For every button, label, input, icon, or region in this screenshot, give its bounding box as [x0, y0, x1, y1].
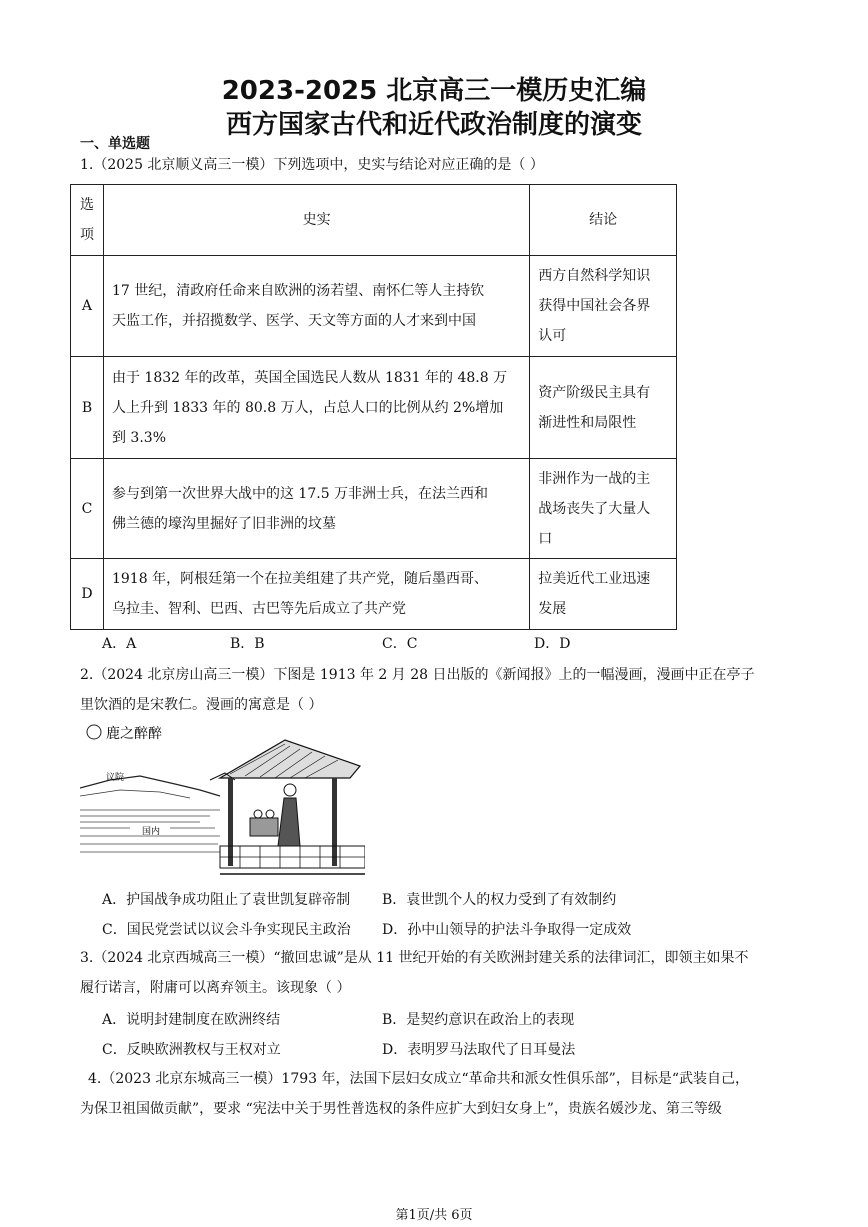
- document-title-line1: 2023-2025 北京高三一模历史汇编: [221, 76, 647, 106]
- row-option: C: [71, 459, 104, 559]
- q1-table-header: [71, 185, 677, 256]
- q3-choice-a: A．说明封建制度在欧洲终结: [102, 1012, 281, 1028]
- q1-answer-d: D．D: [534, 636, 571, 652]
- row-option: B: [71, 357, 104, 459]
- q2-stem-line1: 2.（2024 北京房山高三一模）下图是 1913 年 2 月 28 日出版的《新闻报》上的一幅漫画，漫画中正在亭子: [80, 667, 755, 683]
- q1-header-conclusion: 结论: [530, 185, 677, 256]
- table-row: [71, 559, 677, 630]
- q3-choice-b: B．是契约意识在政治上的表现: [382, 1012, 575, 1028]
- page-footer: 第1页/共 6页: [395, 1208, 473, 1223]
- table-row: [71, 256, 677, 357]
- row-conclusion: 资产阶级民主具有 渐进性和局限性: [530, 357, 677, 459]
- row-option: A: [71, 256, 104, 357]
- row-fact: 17 世纪，清政府任命来自欧洲的汤若望、南怀仁等人主持钦 天监工作，并招揽数学、医学、天文等方面的人才来到中国: [103, 256, 529, 357]
- table-row: [71, 357, 677, 459]
- q1-header-option: 选 项: [71, 185, 104, 256]
- table-row: [71, 459, 677, 559]
- q3-stem-line1: 3.（2024 北京西城高三一模）“撤回忠诚”是从 11 世纪开始的有关欧洲封建关系的法律词汇，即领主如果不: [80, 950, 749, 966]
- row-option: D: [71, 559, 104, 630]
- row-conclusion: 非洲作为一战的主 战场丧失了大量人 口: [530, 459, 677, 559]
- document-title-line2: 西方国家古代和近代政治制度的演变: [225, 110, 642, 140]
- row-conclusion: 西方自然科学知识 获得中国社会各界 认可: [530, 256, 677, 357]
- q2-stem-line2: 里饮酒的是宋教仁。漫画的寓意是（ ）: [80, 697, 323, 713]
- q1-answer-c: C．C: [382, 636, 418, 652]
- q4-stem-line2: 为保卫祖国做贡献”，要求 “宪法中关于男性普选权的条件应扩大到妇女身上”，贵族名媛沙龙、第三等级: [80, 1101, 722, 1117]
- q3-stem-line2: 履行诺言，附庸可以离弃领主。该现象（ ）: [80, 980, 351, 996]
- q2-choice-d: D．孙中山领导的护法斗争取得一定成效: [382, 922, 632, 938]
- cartoon-label-left: 议院: [106, 773, 125, 783]
- cartoon-illustration: [80, 718, 365, 878]
- q1-stem: 1.（2025 北京顺义高三一模）下列选项中，史实与结论对应正确的是（ ）: [80, 157, 544, 173]
- q1-answer-a: A．A: [102, 636, 137, 652]
- q2-choice-a: A．护国战争成功阻止了袁世凯复辟帝制: [102, 892, 351, 908]
- row-fact: 参与到第一次世界大战中的这 17.5 万非洲士兵，在法兰西和 佛兰德的壕沟里掘好了旧非洲的坟墓: [103, 459, 529, 559]
- q1-header-fact: 史实: [103, 185, 529, 256]
- q1-answer-b: B．B: [230, 636, 265, 652]
- cartoon-title: 鹿之醉醉: [106, 726, 162, 742]
- row-fact: 1918 年，阿根廷第一个在拉美组建了共产党，随后墨西哥、 乌拉圭、智利、巴西、古巴等先后成立了共产党: [103, 559, 529, 630]
- q3-choice-d: D．表明罗马法取代了日耳曼法: [382, 1042, 576, 1058]
- q4-stem-line1: 4.（2023 北京东城高三一模）1793 年，法国下层妇女成立“革命共和派女性俱乐部”，目标是“武装自己，: [88, 1071, 749, 1087]
- q1-table: [70, 184, 677, 630]
- section-heading: 一、单选题: [80, 136, 150, 152]
- row-fact: 由于 1832 年的改革，英国全国选民人数从 1831 年的 48.8 万 人上升到 1833 年的 80.8 万人，占总人口的比例从约 2%增加 到 3.3%: [103, 357, 529, 459]
- q2-choice-c: C．国民党尝试以议会斗争实现民主政治: [102, 922, 351, 938]
- q3-choice-c: C．反映欧洲教权与王权对立: [102, 1042, 281, 1058]
- q2-choice-b: B．袁世凯个人的权力受到了有效制约: [382, 892, 617, 908]
- cartoon-label-mid: 国内: [142, 827, 161, 837]
- row-conclusion: 拉美近代工业迅速 发展: [530, 559, 677, 630]
